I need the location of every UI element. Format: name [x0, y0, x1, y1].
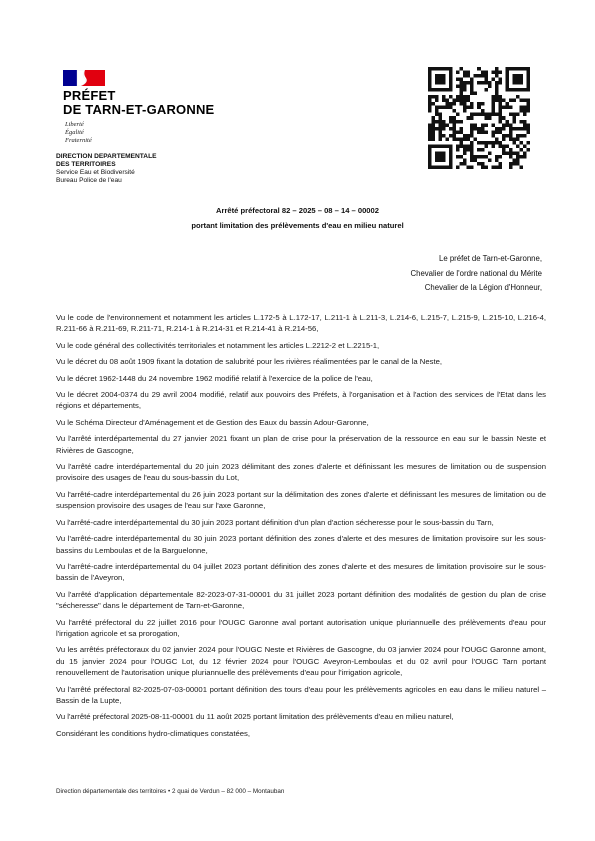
service-name: Service Eau et Biodiversité — [56, 169, 135, 176]
visa-paragraph: Vu l'arrêté-cadre interdépartemental du 04 juillet 2023 portant définition des zones d'alerte et des mesures de limitation provisoire sur le sous-bassin de l'Aveyron, — [56, 561, 546, 583]
visa-paragraph: Vu l'arrêté cadre interdépartemental du 20 juin 2023 délimitant des zones d'alerte et définissant les mesures de limitation ou de suspension provisoire des usages de l'eau du sous-bassin du Lot, — [56, 462, 546, 483]
bureau-name: Bureau Police de l'eau — [56, 177, 122, 184]
visa-paragraph: Vu le code général des collectivités territoriales et notamment les articles L.2212-2 et L.2215-1, — [56, 340, 380, 350]
devise-egalite: Égalité — [65, 129, 84, 136]
visa-paragraph: Vu l'arrêté préfectoral 2025-08-11-00001 du 11 août 2025 portant limitation des prélèvements d'eau en milieu naturel, — [56, 712, 454, 722]
devise-liberte: Liberté — [65, 121, 84, 128]
visa-paragraph: Vu l'arrêté-cadre interdépartemental du 26 juin 2023 portant sur la délimitation des zones d'alerte et définissant les mesures de limitation ou de suspension provisoire des usages de l'eau sur l'axe Garonne, — [56, 489, 546, 511]
signatory-line-1: Le préfet de Tarn-et-Garonne, — [438, 254, 542, 263]
issuing-service — [56, 153, 157, 185]
visa-paragraph: Vu les arrêtés préfectoraux du 02 janvier 2024 pour l'OUGC Neste et Rivières de Gascogne, du 03 janvier 2024 pour l'OUGC Garonne amont, du 15 janvier 2024 pour l'OUGC Lot, du 12 février 2024 pour l'OUGC Aveyron-Lemboulas et du 02 avril pour l'OUGC Tarn portant renouvellement de l'autorisation unique pluriannuelle des prélèvements d'eau pour l'irrigation agricole, — [56, 645, 546, 678]
arrete-title: Arrêté préfectoral 82 – 2025 – 08 – 14 – 00002 — [216, 206, 379, 215]
visa-paragraph: Vu l'arrêté d'application départementale 82-2023-07-31-00001 du 31 juillet 2023 portant définition des modalités de gestion du plan de crise "sécheresse" dans le département de Tarn-et-Garonne, — [56, 589, 546, 611]
visa-paragraph: Vu l'arrêté-cadre interdépartemental du 30 juin 2023 portant définition d'un plan d'action sécheresse pour le sous-bassin du Tarn, — [56, 517, 494, 527]
signatory-block — [410, 252, 542, 296]
direction-line-1: DIRECTION DEPARTEMENTALE — [56, 153, 157, 160]
visa-paragraph: Vu le décret du 08 août 1909 fixant la dotation de salubrité pour les rivières réalimentées par le canal de la Neste, — [56, 357, 443, 367]
visa-paragraph: Vu l'arrêté préfectoral du 22 juillet 2016 pour l'OUGC Garonne aval portant autorisation unique pluriannuelle des prélèvements d'eau pour l'irrigation agricole et sa prorogation, — [56, 617, 546, 638]
devise — [65, 121, 92, 145]
visa-paragraph: Vu le décret 2004-0374 du 29 avril 2004 modifié, relatif aux pouvoirs des Préfets, à l'organisation et à l'action des services de l'Etat dans les régions et départements, — [56, 390, 546, 411]
considerant-paragraph: Considérant les conditions hydro-climatiques constatées, — [56, 728, 250, 738]
visa-paragraph: Vu l'arrêté préfectoral 82-2025-07-03-00001 portant définition des tours d'eau pour les prélèvements agricoles en eau dans le milieu naturel – Bassin de la Lupte, — [56, 684, 546, 705]
visa-paragraph: Vu le code de l'environnement et notamment les articles L.172-5 à L.172-17, L.211-1 à L.211-3, L.214-6, L.215-7, L.215-9, L.215-10, L.216-4, R.211-66 à R.211-69, R.211-71, R.214-1 à R.214-31 et R.214-41 à R.214-56, — [56, 313, 546, 334]
prefet-line-1: PRÉFET — [63, 88, 116, 103]
devise-fraternite: Fraternité — [65, 137, 92, 144]
direction-line-2: DES TERRITOIRES — [56, 161, 116, 168]
footer-address: Direction départementale des territoires • 2 quai de Verdun – 82 000 – Montauban — [56, 788, 285, 795]
visa-paragraph: Vu l'arrêté interdépartemental du 27 janvier 2021 fixant un plan de crise pour la préservation de la ressource en eau sur le bassin Neste et Rivières de Gascogne, — [56, 434, 546, 455]
signatory-line-2: Chevalier de l'ordre national du Mérite — [410, 268, 542, 278]
marianne-logo — [63, 70, 105, 86]
signatory-line-3: Chevalier de la Légion d'Honneur, — [424, 283, 542, 292]
qr-code-icon — [428, 67, 530, 169]
visas-list — [56, 312, 546, 744]
prefet-line-2: DE TARN-ET-GARONNE — [63, 102, 215, 117]
visa-paragraph: Vu l'arrêté-cadre interdépartemental du 30 juin 2023 portant définition des zones d'alerte et des mesures de limitation provisoire sur les sous-bassins du Lemboulas et de la Barguelonne, — [56, 534, 546, 555]
visa-paragraph: Vu le Schéma Directeur d'Aménagement et de Gestion des Eaux du bassin Adour-Garonne, — [56, 417, 369, 427]
visa-paragraph: Vu le décret 1962-1448 du 24 novembre 1962 modifié relatif à l'exercice de la police de l'eau, — [56, 373, 373, 383]
prefet-title — [63, 89, 214, 117]
arrete-subtitle: portant limitation des prélèvements d'eau en milieu naturel — [191, 221, 404, 230]
